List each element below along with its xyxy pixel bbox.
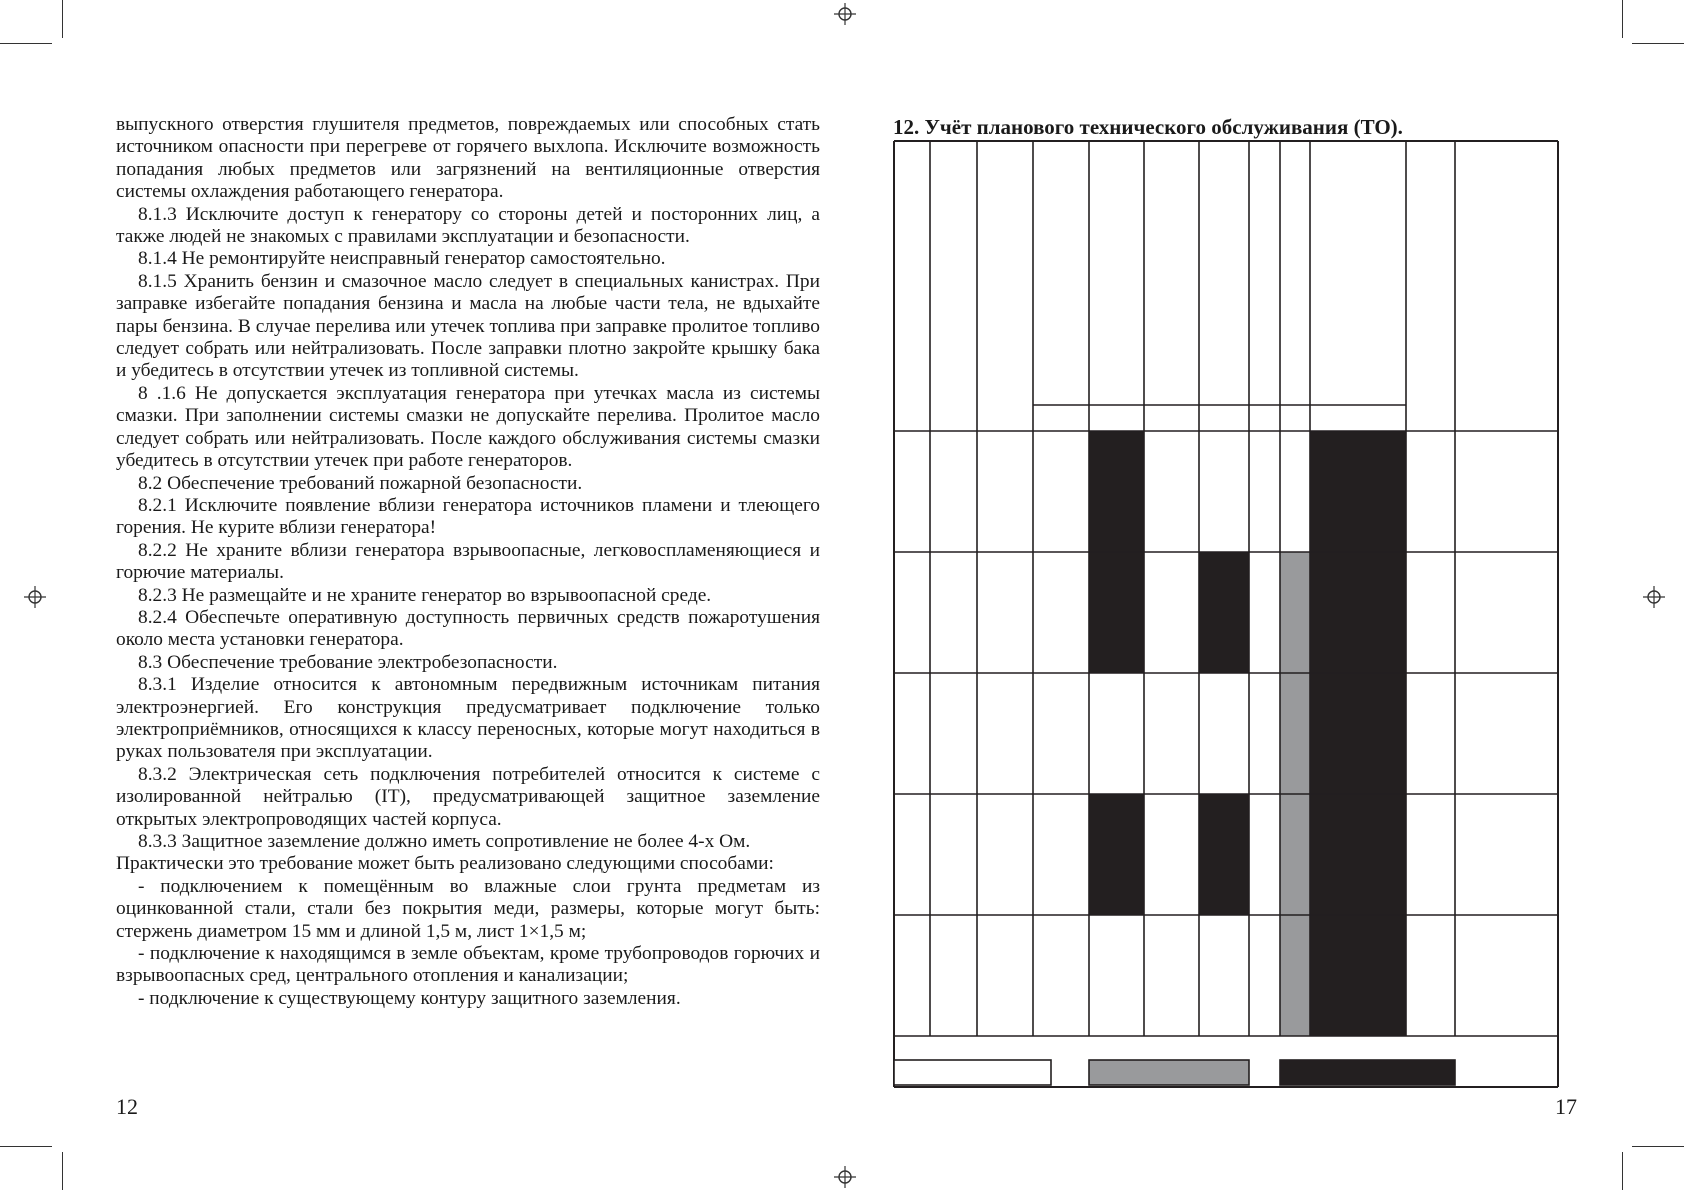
paragraph: 8.3.1 Изделие относится к автономным передвижным источникам питания электроэнергией. Его конструкция предусматривает подключение только электроприёмников, относящихся к классу переносных, которые могут находиться в руках пользователя при эксплуатации.	[116, 674, 820, 763]
grid-cell-gray	[1280, 673, 1310, 794]
grid-cell-gray	[1280, 915, 1310, 1036]
paragraph: 8.1.3 Исключите доступ к генератору со стороны детей и посторонних лиц, а также людей не знакомых с правилами эксплуатации и безопасности.	[116, 203, 820, 248]
crop-mark	[62, 0, 63, 38]
left-page-text	[116, 114, 820, 1010]
grid-cell-black	[1310, 431, 1406, 552]
crop-mark	[62, 1152, 63, 1190]
page-number-left: 12	[116, 1094, 138, 1119]
grid-cell-black	[1310, 915, 1406, 1036]
grid-cell-black	[1310, 552, 1406, 673]
legend-swatch-gray	[1089, 1060, 1249, 1085]
paragraph: 8.2 Обеспечение требований пожарной безопасности.	[138, 472, 583, 494]
paragraph: выпускного отверстия глушителя предметов, повреждаемых или способных стать источником опасности при перегреве от горячего выхлопа. Исключите возможность попадания любых предметов или загрязнений на вентиляционные отверстия системы охлаждения работающего генератора.	[116, 114, 820, 203]
paragraph: 8.2.3 Не размещайте и не храните генератор во взрывоопасной среде.	[138, 584, 712, 606]
grid-cell-black	[1089, 552, 1144, 673]
paragraph: 8.2.2 Не храните вблизи генератора взрывоопасные, легковоспламеняющиеся и горючие материалы.	[116, 539, 820, 584]
crop-mark	[1622, 0, 1623, 38]
paragraph: 8.2.4 Обеспечьте оперативную доступность первичных средств пожаротушения около места установки генератора.	[116, 606, 820, 651]
page-number-right: 17	[1555, 1094, 1577, 1119]
registration-mark-icon	[834, 1166, 856, 1188]
crop-mark	[0, 43, 52, 44]
grid-cell-black	[1310, 794, 1406, 915]
legend-swatch-black	[1280, 1060, 1455, 1085]
maintenance-table-title: 12. Учёт планового технического обслуживания (ТО).	[893, 115, 1403, 139]
grid-cell-black	[1199, 552, 1249, 673]
grid-cell-gray	[1280, 794, 1310, 915]
registration-mark-icon	[834, 3, 856, 25]
legend-swatch-white	[894, 1060, 1051, 1085]
paragraph: 8.3.3 Защитное заземление должно иметь сопротивление не более 4-х Ом.	[138, 831, 751, 852]
crop-mark	[1632, 43, 1684, 44]
grid-cell-black	[1089, 794, 1144, 915]
paragraph: - подключение к находящимся в земле объектам, кроме трубопроводов горючих и взрывоопасных сред, центрального отопления и канализации;	[116, 943, 820, 987]
paragraph: 8.2.1 Исключите появление вблизи генератора источников пламени и тлеющего горения. Не курите вблизи генератора!	[116, 494, 820, 539]
registration-mark-icon	[24, 586, 46, 608]
grid-cell-black	[1310, 673, 1406, 794]
paragraph: Практически это требование может быть реализовано следующими способами:	[116, 853, 774, 875]
registration-mark-icon	[1643, 586, 1665, 608]
paragraph: - подключение к существующему контуру защитного заземления.	[138, 987, 681, 1009]
grid-cell-black	[1199, 794, 1249, 915]
maintenance-grid	[893, 140, 1560, 1090]
crop-mark	[1622, 1152, 1623, 1190]
paragraph: 8 .1.6 Не допускается эксплуатация генератора при утечках масла из системы смазки. При заполнении системы смазки не допускайте перелива. Пролитое масло следует собрать или нейтрализовать. После каждого обслуживания системы смазки убедитесь в отсутствии утечек при работе генераторов.	[116, 382, 820, 472]
crop-mark	[0, 1146, 52, 1147]
paragraph: 8.1.4 Не ремонтируйте неисправный генератор самостоятельно.	[138, 248, 666, 270]
paragraph: 8.3.2 Электрическая сеть подключения потребителей относится к системе с изолированной нейтралью (IT), предусматривающей защитное заземление открытых электропроводящих частей корпуса.	[116, 763, 820, 830]
grid-cell-black	[1089, 431, 1144, 552]
crop-mark	[1632, 1146, 1684, 1147]
paragraph: - подключением к помещённым во влажные слои грунта предметам из оцинкованной стали, стали без покрытия меди, размеры, которые могут быть: стержень диаметром 15 мм и длиной 1,5 м, лист 1×1,5 м;	[116, 875, 820, 942]
paragraph: 8.3 Обеспечение требование электробезопасности.	[138, 651, 558, 673]
paragraph: 8.1.5 Хранить бензин и смазочное масло следует в специальных канистрах. При заправке избегайте попадания бензина и масла на любые части тела, не вдыхайте пары бензина. В случае перелива или утечек топлива при заправке пролитое топливо следует собрать или нейтрализовать. После заправки плотно закройте крышку бака и убедитесь в отсутствии утечек из топливной системы.	[116, 270, 820, 382]
grid-cell-gray	[1280, 552, 1310, 673]
